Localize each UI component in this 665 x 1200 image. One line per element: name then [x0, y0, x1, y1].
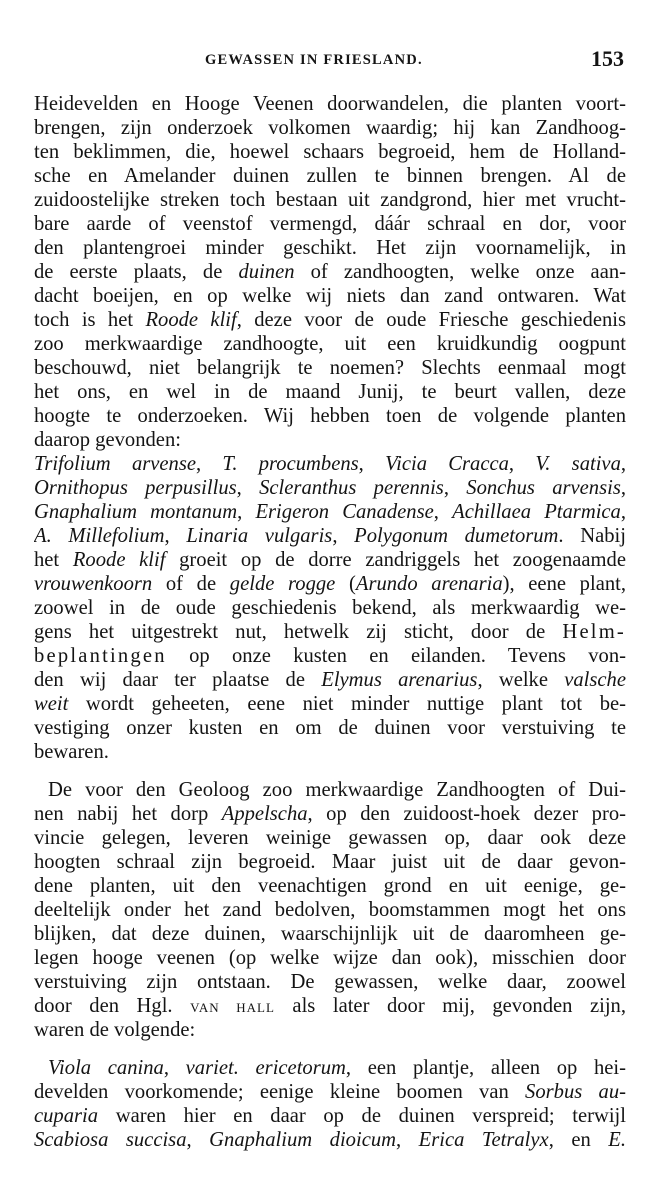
- text-run: , een plantje, alleen op hei-: [345, 1057, 626, 1079]
- text-run: toch is het: [34, 309, 146, 331]
- text-line: [34, 668, 626, 692]
- paragraph-gap: [34, 1042, 626, 1056]
- text-run: waren de volgende:: [34, 1019, 196, 1041]
- italic-term: Trifolium arvense: [34, 453, 196, 475]
- italic-term: Scleranthus perennis: [259, 477, 444, 499]
- text-run: door den Hgl.: [34, 995, 191, 1017]
- small-caps-name: VAN HALL: [190, 1000, 275, 1015]
- text-line: [34, 620, 626, 644]
- italic-term: cuparia: [34, 1105, 99, 1127]
- text-run: , deze voor de oude Friesche geschiedenis: [236, 309, 626, 331]
- text-run: ,: [196, 453, 223, 475]
- text-line: [34, 404, 626, 428]
- text-run: de eerste plaats, de: [34, 261, 239, 283]
- page-header: [0, 44, 665, 78]
- text-line: [34, 994, 626, 1018]
- italic-term: Linaria vulgaris: [186, 525, 333, 547]
- text-run: deeltelijk onder het zand bedolven, boomstammen mogt het ons: [34, 899, 626, 921]
- text-run: legen hooge veenen (op welke wijze dan ook), misschien door: [34, 947, 626, 969]
- italic-term: Vicia Cracca: [385, 453, 509, 475]
- text-run: waren hier en daar op de duinen verspreid; terwijl: [98, 1105, 626, 1127]
- text-run: hoogte te onderzoeken. Wij hebben toen de volgende planten: [34, 405, 626, 427]
- text-run: Heidevelden en Hooge Veenen doorwandelen, die planten voort-: [34, 93, 626, 115]
- text-line: [34, 332, 626, 356]
- italic-term: Elymus arenarius: [321, 669, 478, 691]
- text-run: ,: [620, 453, 626, 475]
- text-line: [34, 692, 626, 716]
- text-run: brengen, zijn onderzoek volkomen waardig; hij kan Zandhoog-: [34, 117, 626, 139]
- text-run: hoogten schraal zijn begroeid. Maar juist uit de daar gevon-: [34, 851, 626, 873]
- text-run: blijken, dat deze duinen, waarschijnlijk uit de daaromheen ge-: [34, 923, 626, 945]
- text-run: het ons, en wel in de maand Junij, te beurt vallen, deze: [34, 381, 626, 403]
- italic-term: duinen: [238, 261, 295, 283]
- text-run: den plantengroei minder geschikt. Het zijn voornamelijk, in: [34, 237, 626, 259]
- italic-term: E.: [608, 1129, 626, 1151]
- text-line: [34, 596, 626, 620]
- italic-term: Polygonum dumetorum: [354, 525, 559, 547]
- italic-term: variet. ericetorum: [185, 1057, 346, 1079]
- text-run: , op den zuidoost-hoek dezer pro-: [307, 803, 626, 825]
- text-run: als later door mij, gevonden zijn,: [274, 995, 626, 1017]
- text-line: [34, 826, 626, 850]
- text-line: [34, 308, 626, 332]
- text-line: [34, 476, 626, 500]
- text-line: [34, 548, 626, 572]
- text-run: ,: [164, 525, 187, 547]
- text-run: nen nabij het dorp: [34, 803, 222, 825]
- text-run: sche en Amelander duinen zullen te binnen brengen. Al de: [34, 165, 626, 187]
- text-run: ,: [332, 525, 355, 547]
- text-run: ,: [163, 1057, 186, 1079]
- text-line: [34, 572, 626, 596]
- text-run: De voor den Geoloog zoo merkwaardige Zandhoogten of Dui-: [48, 779, 626, 801]
- italic-term: Erica Tetralyx: [418, 1129, 549, 1151]
- text-line: [34, 898, 626, 922]
- text-line: [34, 356, 626, 380]
- text-run: ,: [358, 453, 386, 475]
- text-run: dacht boeijen, en op welke wij niets dan zand ontwaren. Wat: [34, 285, 626, 307]
- text-run: develden voorkomende; eenige kleine boomen van: [34, 1081, 526, 1103]
- text-run: zoowel in de oude geschiedenis bekend, als merkwaardig we-: [34, 597, 626, 619]
- italic-term: Ornithopus perpusillus: [34, 477, 237, 499]
- paragraph-gap: [34, 764, 626, 778]
- text-line: [34, 524, 626, 548]
- text-line: [34, 1080, 626, 1104]
- text-line: [34, 284, 626, 308]
- italic-term: Scabiosa succisa: [34, 1129, 187, 1151]
- text-run: ,: [433, 501, 453, 523]
- text-line: [34, 140, 626, 164]
- italic-term: Roode klif: [145, 309, 237, 331]
- italic-term: Erigeron Canadense: [255, 501, 434, 523]
- text-run: , en: [548, 1129, 609, 1151]
- text-line: [34, 1056, 626, 1080]
- text-run: bare aarde of veenstof vermengd, dáár schraal en dor, voor: [34, 213, 626, 235]
- italic-term: Sonchus arvensis: [466, 477, 621, 499]
- text-line: [34, 1018, 626, 1042]
- text-run: gens het uitgestrekt nut, hetwelk zij sticht, door de: [34, 621, 563, 643]
- italic-term: Sorbus au-: [525, 1081, 626, 1103]
- italic-term: Gnaphalium dioicum: [209, 1129, 396, 1151]
- text-line: [34, 500, 626, 524]
- text-line: [34, 380, 626, 404]
- text-line: [34, 778, 626, 802]
- text-run: wordt geheeten, eene niet minder nuttige plant tot be-: [68, 693, 626, 715]
- text-line: [34, 92, 626, 116]
- text-run: ,: [620, 501, 626, 523]
- text-line: [34, 922, 626, 946]
- text-run: zoo merkwaardige zandhoogte, uit een kruidkundig oogpunt: [34, 333, 626, 355]
- body-text: [34, 92, 626, 1152]
- text-line: [34, 428, 626, 452]
- italic-term: Appelscha: [221, 803, 308, 825]
- running-head: GEWASSEN IN FRIESLAND.: [205, 52, 423, 68]
- italic-term: weit: [34, 693, 69, 715]
- text-run: ,: [186, 1129, 210, 1151]
- text-line: [34, 716, 626, 740]
- text-run: , welke: [477, 669, 565, 691]
- text-run: vincie gelegen, leveren weinige gewassen op, daar ook deze: [34, 827, 626, 849]
- text-run: ,: [508, 453, 536, 475]
- italic-term: gelde rogge: [229, 573, 336, 595]
- page-number: 153: [591, 46, 624, 71]
- italic-term: Arundo arenaria: [355, 573, 503, 595]
- text-run: den wij daar ter plaatse de: [34, 669, 322, 691]
- text-line: [34, 164, 626, 188]
- text-line: [34, 260, 626, 284]
- text-line: [34, 970, 626, 994]
- text-run: vestiging onzer kusten en om de duinen voor verstuiving te: [34, 717, 626, 739]
- text-run: beschouwd, niet belangrijk te noemen? Slechts eenmaal mogt: [34, 357, 626, 379]
- text-line: [34, 802, 626, 826]
- text-run: daarop gevonden:: [34, 429, 181, 451]
- text-line: [34, 850, 626, 874]
- text-run: ten beklimmen, die, hoewel schaars begroeid, hem de Holland-: [34, 141, 626, 163]
- text-line: [34, 116, 626, 140]
- italic-term: valsche: [564, 669, 626, 691]
- text-line: [34, 1104, 626, 1128]
- italic-term: vrouwenkoorn: [34, 573, 153, 595]
- italic-term: T. procumbens: [222, 453, 359, 475]
- text-line: [34, 644, 626, 668]
- italic-term: Achillaea Ptarmica: [452, 501, 621, 523]
- text-run: . Nabij: [558, 525, 626, 547]
- text-line: [34, 212, 626, 236]
- italic-term: A. Millefolium: [34, 525, 165, 547]
- text-run: op onze kusten en eilanden. Tevens von-: [166, 645, 626, 667]
- text-run: ,: [443, 477, 467, 499]
- spaced-term: beplantingen: [34, 645, 167, 667]
- spaced-term: Helm-: [562, 621, 626, 643]
- text-run: groeit op de dorre zandriggels het zoogenaamde: [165, 549, 626, 571]
- text-line: [34, 740, 626, 764]
- text-line: [34, 946, 626, 970]
- italic-term: Gnaphalium montanum: [34, 501, 238, 523]
- text-run: (: [335, 573, 356, 595]
- text-run: dene planten, uit den veenachtigen grond en uit eenige, ge-: [34, 875, 626, 897]
- text-run: zuidoostelijke streken toch bestaan uit zandgrond, hier met vrucht-: [34, 189, 626, 211]
- text-run: bewaren.: [34, 741, 109, 763]
- text-line: [34, 452, 626, 476]
- text-run: ,: [620, 477, 626, 499]
- text-run: het: [34, 549, 73, 571]
- text-run: of de: [152, 573, 230, 595]
- text-line: [34, 236, 626, 260]
- text-run: ,: [236, 477, 260, 499]
- text-line: [34, 1128, 626, 1152]
- italic-term: V. sativa: [535, 453, 621, 475]
- text-run: ,: [396, 1129, 419, 1151]
- text-line: [34, 188, 626, 212]
- italic-term: Roode klif: [72, 549, 166, 571]
- text-line: [34, 874, 626, 898]
- text-run: of zandhoogten, welke onze aan-: [294, 261, 626, 283]
- text-run: ,: [237, 501, 256, 523]
- text-run: verstuiving zijn ontstaan. De gewassen, welke daar, zoowel: [34, 971, 626, 993]
- text-run: ), eene plant,: [502, 573, 626, 595]
- italic-term: Viola canina: [48, 1057, 164, 1079]
